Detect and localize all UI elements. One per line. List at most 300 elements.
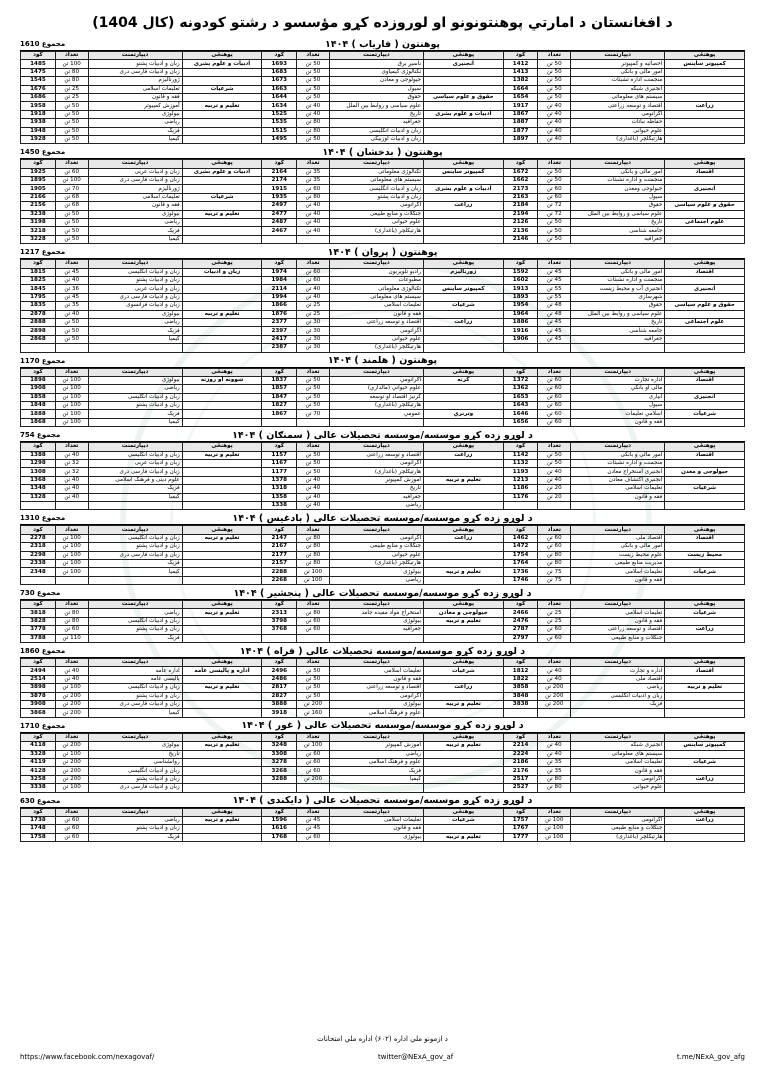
code-cell: 1362 xyxy=(503,385,538,393)
count-cell: 200 تن xyxy=(55,742,88,750)
section-table xyxy=(20,259,745,352)
code-cell: 1918 xyxy=(21,110,56,118)
faculty-cell xyxy=(424,626,504,634)
section-title: پوهنتون ( هلمند ) ۱۴۰۴ xyxy=(327,355,438,366)
department-cell: استخراج مواد مفیده جامد xyxy=(329,609,423,617)
table-row xyxy=(21,634,745,642)
code-cell: 2487 xyxy=(262,219,297,227)
faculty-cell xyxy=(665,543,745,551)
header-count: تعداد xyxy=(538,52,571,60)
department-cell: فقه و قانون xyxy=(88,93,182,101)
faculty-cell xyxy=(182,568,262,576)
faculty-cell xyxy=(424,468,504,476)
count-cell: 40 تن xyxy=(538,110,571,118)
count-cell: 50 تن xyxy=(297,460,330,468)
faculty-cell xyxy=(424,293,504,301)
header-department: دیپارتمنت xyxy=(88,52,182,60)
count-cell: 45 تن xyxy=(55,293,88,301)
department-cell: تاریخ xyxy=(329,485,423,493)
faculty-cell xyxy=(665,135,745,143)
table-row xyxy=(21,684,745,692)
code-cell: 1754 xyxy=(503,551,538,559)
code-cell: 2174 xyxy=(262,177,297,185)
code-cell: 3328 xyxy=(21,750,56,758)
table-row xyxy=(21,376,745,384)
faculty-cell xyxy=(665,227,745,235)
faculty-cell: محیط زیست xyxy=(665,551,745,559)
code-cell: 1368 xyxy=(21,476,56,484)
code-cell: 1693 xyxy=(262,60,297,68)
faculty-cell xyxy=(665,709,745,717)
header-faculty: پوهنځی xyxy=(665,443,745,451)
count-cell: 40 تن xyxy=(297,210,330,218)
count-cell: 40 تن xyxy=(297,501,330,509)
faculty-cell xyxy=(665,692,745,700)
faculty-cell: علوم اجتماعی xyxy=(665,318,745,326)
count-cell: 40 تن xyxy=(55,675,88,683)
header-faculty: پوهنځی xyxy=(424,526,504,534)
code-cell: 1177 xyxy=(262,468,297,476)
faculty-cell: حقوق و علوم سیاسی xyxy=(424,93,504,101)
department-cell: تعلیمات اسلامی xyxy=(571,485,665,493)
department-cell: ریاضی xyxy=(88,219,182,227)
code-cell: 2868 xyxy=(21,335,56,343)
section-title: د لوړو زده کړو موسسه/موسسه تحصیلات عالی ( غور ) ۱۴۰۴ xyxy=(241,720,524,732)
department-cell: آموزش کمپیوتر xyxy=(329,476,423,484)
code-cell: 1764 xyxy=(503,559,538,567)
faculty-cell: اقتصاد xyxy=(665,451,745,459)
header-code: کود xyxy=(503,733,538,741)
header-count: تعداد xyxy=(55,733,88,741)
code-cell xyxy=(262,235,297,243)
code-cell: 2417 xyxy=(262,335,297,343)
faculty-cell xyxy=(182,219,262,227)
department-cell: فزیک xyxy=(88,410,182,418)
code-cell: 3218 xyxy=(21,227,56,235)
university-section xyxy=(20,429,745,510)
count-cell: 200 تن xyxy=(297,775,330,783)
section-table xyxy=(20,159,745,244)
department-cell: شهرسازی xyxy=(571,293,665,301)
table-header-row xyxy=(21,733,745,741)
table-row xyxy=(21,825,745,833)
section-header xyxy=(20,720,745,733)
department-cell: تاریخ xyxy=(88,750,182,758)
header-faculty: پوهنځی xyxy=(182,368,262,376)
department-cell: هارتیکلچر (باغداری) xyxy=(571,833,665,841)
count-cell: 48 تن xyxy=(538,310,571,318)
department-cell: زبان و ادبیات پشتو xyxy=(329,193,423,201)
header-department: دیپارتمنت xyxy=(329,260,423,268)
count-cell: 72 تن xyxy=(538,210,571,218)
count-cell: 40 تن xyxy=(538,476,571,484)
code-cell: 1876 xyxy=(262,310,297,318)
faculty-cell xyxy=(182,551,262,559)
header-faculty: پوهنځی xyxy=(424,368,504,376)
header-faculty: پوهنځی xyxy=(182,260,262,268)
count-cell: 40 تن xyxy=(297,110,330,118)
faculty-cell xyxy=(424,825,504,833)
section-header xyxy=(20,146,745,159)
faculty-cell xyxy=(665,110,745,118)
code-cell xyxy=(21,576,56,584)
header-count: تعداد xyxy=(297,160,330,168)
header-count: تعداد xyxy=(538,526,571,534)
code-cell: 3198 xyxy=(21,219,56,227)
header-faculty: پوهنځی xyxy=(665,160,745,168)
code-cell: 1413 xyxy=(503,68,538,76)
header-code: کود xyxy=(262,601,297,609)
table-row xyxy=(21,468,745,476)
department-cell: جغرافیه xyxy=(571,335,665,343)
code-cell: 1913 xyxy=(503,285,538,293)
department-cell: فزیک xyxy=(88,227,182,235)
department-cell: تعلیمات اسلامی xyxy=(571,568,665,576)
count-cell: 30 تن xyxy=(297,335,330,343)
department-cell: ریاضی xyxy=(88,385,182,393)
faculty-cell xyxy=(424,493,504,501)
count-cell: 25 تن xyxy=(538,609,571,617)
header-count: تعداد xyxy=(297,733,330,741)
faculty-cell xyxy=(182,617,262,625)
table-row xyxy=(21,559,745,567)
faculty-cell xyxy=(182,127,262,135)
count-cell: 50 تن xyxy=(55,110,88,118)
faculty-cell: تعلیم و تربیه xyxy=(424,701,504,709)
header-code: کود xyxy=(21,526,56,534)
table-row xyxy=(21,543,745,551)
faculty-cell xyxy=(182,833,262,841)
department-cell: فقه و قانون xyxy=(571,493,665,501)
header-code: کود xyxy=(503,659,538,667)
code-cell: 2166 xyxy=(21,193,56,201)
header-department: دیپارتمنت xyxy=(88,443,182,451)
department-cell: اقتصاد و توسعه زراعتی xyxy=(329,684,423,692)
faculty-cell xyxy=(424,135,504,143)
department-cell: فقه و قانون xyxy=(329,675,423,683)
department-cell: زبان و ادبیات پشتو xyxy=(88,60,182,68)
count-cell: 60 تن xyxy=(538,185,571,193)
faculty-cell xyxy=(424,501,504,509)
table-row xyxy=(21,185,745,193)
department-cell: فقه و قانون xyxy=(329,310,423,318)
count-cell: 80 تن xyxy=(297,543,330,551)
header-code: کود xyxy=(262,526,297,534)
faculty-cell xyxy=(665,235,745,243)
department-cell: تعلیمات اسلامی xyxy=(329,667,423,675)
count-cell: 60 تن xyxy=(538,385,571,393)
code-cell: 1683 xyxy=(262,68,297,76)
faculty-cell xyxy=(424,576,504,584)
count-cell xyxy=(55,344,88,352)
department-cell: اداره و تجارت xyxy=(571,667,665,675)
code-cell: 1663 xyxy=(262,85,297,93)
twitter-link[interactable]: twitter@NExA_gov_af xyxy=(377,1053,454,1061)
header-faculty: پوهنځی xyxy=(665,808,745,816)
count-cell: 60 تن xyxy=(297,276,330,284)
faculty-cell xyxy=(182,758,262,766)
department-cell: اسلامي تعلیمات xyxy=(571,410,665,418)
count-cell: 50 تن xyxy=(55,119,88,127)
faculty-cell xyxy=(182,701,262,709)
count-cell: 40 تن xyxy=(538,675,571,683)
count-cell: 80 تن xyxy=(297,559,330,567)
code-cell: 1485 xyxy=(21,60,56,68)
count-cell: 80 تن xyxy=(538,551,571,559)
code-cell: 1348 xyxy=(21,485,56,493)
section-table xyxy=(20,442,745,510)
department-cell: علوم محیط زیست xyxy=(571,551,665,559)
count-cell: 50 تن xyxy=(55,235,88,243)
section-header xyxy=(20,587,745,600)
code-cell: 1888 xyxy=(21,410,56,418)
count-cell: 100 تن xyxy=(297,568,330,576)
code-cell: 2214 xyxy=(503,742,538,750)
header-code: کود xyxy=(262,160,297,168)
faculty-cell: تعلیم و تربیه xyxy=(424,833,504,841)
department-cell: سیول xyxy=(329,85,423,93)
faculty-cell xyxy=(665,193,745,201)
code-cell: 3248 xyxy=(262,742,297,750)
department-cell: زبان و ادبیات انگلیسی xyxy=(88,767,182,775)
count-cell: 40 تن xyxy=(55,310,88,318)
faculty-cell xyxy=(665,276,745,284)
code-cell: 1515 xyxy=(262,127,297,135)
faculty-cell: انجنیری xyxy=(665,393,745,401)
count-cell: 50 تن xyxy=(55,127,88,135)
table-row xyxy=(21,219,745,227)
header-code: کود xyxy=(503,260,538,268)
code-cell: 2146 xyxy=(503,235,538,243)
count-cell: 60 تن xyxy=(538,534,571,542)
faculty-cell xyxy=(182,543,262,551)
faculty-cell: زراعت xyxy=(665,816,745,824)
count-cell: 55 تن xyxy=(538,293,571,301)
code-cell: 1746 xyxy=(503,576,538,584)
header-department: دیپارتمنت xyxy=(571,659,665,667)
department-cell: کیمیا xyxy=(88,709,182,717)
faculty-cell xyxy=(665,77,745,85)
faculty-cell: کمپیوتر ساینس xyxy=(665,742,745,750)
faculty-cell: تعلیم و تربیه xyxy=(182,816,262,824)
section-header xyxy=(20,246,745,259)
table-row xyxy=(21,784,745,792)
table-row xyxy=(21,742,745,750)
faculty-cell xyxy=(182,119,262,127)
code-cell: 4118 xyxy=(21,742,56,750)
department-cell: منجمنت و اداره تشبثات xyxy=(571,177,665,185)
header-code: کود xyxy=(262,52,297,60)
count-cell: 40 تن xyxy=(297,102,330,110)
header-faculty: پوهنځی xyxy=(182,443,262,451)
header-faculty: پوهنځی xyxy=(424,260,504,268)
code-cell: 2186 xyxy=(503,758,538,766)
faculty-cell: تعلیم و تربیه xyxy=(182,210,262,218)
faculty-cell xyxy=(424,784,504,792)
count-cell: 80 تن xyxy=(538,559,571,567)
header-count: تعداد xyxy=(538,659,571,667)
department-cell: زبان و ادبیات پشتو xyxy=(88,692,182,700)
count-cell: 68 تن xyxy=(55,202,88,210)
department-cell: فقه و قانون xyxy=(88,202,182,210)
count-cell xyxy=(297,784,330,792)
faculty-cell: ادبیات و علوم بشری xyxy=(424,185,504,193)
faculty-cell xyxy=(182,93,262,101)
faculty-cell xyxy=(182,468,262,476)
count-cell: 80 تن xyxy=(55,617,88,625)
university-section xyxy=(20,355,745,428)
header-department: دیپارتمنت xyxy=(88,260,182,268)
facebook-link[interactable]: https://www.facebook.com/nexagovaf/ xyxy=(20,1053,155,1061)
department-cell: بیولوژی xyxy=(329,617,423,625)
faculty-cell: حقوق و علوم سیاسی xyxy=(665,302,745,310)
count-cell: 50 تن xyxy=(538,77,571,85)
code-cell: 2477 xyxy=(262,210,297,218)
sections-container xyxy=(20,38,745,842)
code-cell: 2338 xyxy=(21,559,56,567)
count-cell: 60 تن xyxy=(538,634,571,642)
faculty-cell xyxy=(182,302,262,310)
count-cell: 50 تن xyxy=(538,93,571,101)
table-row xyxy=(21,750,745,758)
header-count: تعداد xyxy=(297,526,330,534)
table-row xyxy=(21,493,745,501)
header-faculty: پوهنځی xyxy=(665,659,745,667)
department-cell: انجنیری اکتشاف معادن xyxy=(571,476,665,484)
department-cell: منجمنت اداره تشبثات xyxy=(571,77,665,85)
count-cell: 30 تن xyxy=(297,344,330,352)
header-department: دیپارتمنت xyxy=(88,368,182,376)
section-header xyxy=(20,512,745,525)
header-faculty: پوهنځی xyxy=(182,526,262,534)
department-cell: بیولوژی xyxy=(88,210,182,218)
telegram-link[interactable]: t.me/NExA_gov_afg xyxy=(676,1053,745,1061)
count-cell: 80 تن xyxy=(297,609,330,617)
department-cell: جغرافیه xyxy=(329,626,423,634)
table-row xyxy=(21,576,745,584)
department-cell: زبان و ادبیات انگلیسی xyxy=(88,451,182,459)
code-cell: 2486 xyxy=(262,675,297,683)
table-row xyxy=(21,335,745,343)
count-cell: 30 تن xyxy=(297,327,330,335)
code-cell: 1848 xyxy=(21,402,56,410)
code-cell: 1886 xyxy=(503,318,538,326)
header-department: دیپارتمنت xyxy=(88,659,182,667)
department-cell: علوم و فرهنگ اسلامی xyxy=(329,758,423,766)
header-department: دیپارتمنت xyxy=(88,808,182,816)
header-code: کود xyxy=(262,260,297,268)
faculty-cell: زراعت xyxy=(424,534,504,542)
table-row xyxy=(21,410,745,418)
department-cell: فقه و قانون xyxy=(571,418,665,426)
header-count: تعداد xyxy=(538,733,571,741)
faculty-cell: شرعیات xyxy=(665,485,745,493)
faculty-cell: تعلیم و تربیه xyxy=(182,310,262,318)
faculty-cell xyxy=(665,634,745,642)
code-cell: 2496 xyxy=(262,667,297,675)
code-cell: 1758 xyxy=(21,833,56,841)
header-count: تعداد xyxy=(55,368,88,376)
department-cell: زبان و ادبیات فارسی دری xyxy=(88,784,182,792)
count-cell: 35 تن xyxy=(297,168,330,176)
section-title: پوهنتون ( بدخشان ) ۱۴۰۴ xyxy=(322,146,443,158)
table-row xyxy=(21,701,745,709)
count-cell: 40 تن xyxy=(538,135,571,143)
faculty-cell: حقوق و علوم سیاسی xyxy=(665,202,745,210)
code-cell: 2466 xyxy=(503,609,538,617)
department-cell: اقتصاد ملی xyxy=(571,534,665,542)
department-cell: احصائیه و کمپیوتر xyxy=(571,60,665,68)
faculty-cell xyxy=(182,493,262,501)
code-cell: 2278 xyxy=(21,534,56,542)
department-cell: زبان و ادبیات فارسی دری xyxy=(88,68,182,76)
department-cell: هارتیکلچر (باغداری) xyxy=(571,135,665,143)
section-title: د لوړو زده کړو موسسه/موسسه تحصیلات عالی ( پنجشیر ) ۱۴۰۴ xyxy=(233,587,532,599)
code-cell: 2164 xyxy=(262,168,297,176)
count-cell: 25 تن xyxy=(538,617,571,625)
code-cell: 1176 xyxy=(503,493,538,501)
university-section xyxy=(20,795,745,843)
header-faculty: پوهنځی xyxy=(665,733,745,741)
count-cell: 35 تن xyxy=(538,758,571,766)
count-cell: 50 تن xyxy=(297,402,330,410)
count-cell: 25 تن xyxy=(297,310,330,318)
header-department: دیپارتمنت xyxy=(329,733,423,741)
count-cell: 60 تن xyxy=(55,168,88,176)
count-cell: 70 تن xyxy=(55,185,88,193)
faculty-cell xyxy=(665,418,745,426)
department-cell: علوم و فرهنگ اسلامی xyxy=(329,709,423,717)
faculty-cell xyxy=(665,385,745,393)
university-section xyxy=(20,512,745,585)
department-cell: سیستم های معلوماتی xyxy=(329,293,423,301)
count-cell: 110 تن xyxy=(55,634,88,642)
code-cell: 1298 xyxy=(21,460,56,468)
count-cell: 40 تن xyxy=(55,451,88,459)
department-cell: فزیک xyxy=(329,767,423,775)
department-cell: امور مالی و بانکی xyxy=(571,168,665,176)
code-cell: 2224 xyxy=(503,750,538,758)
section-total: مجموع 630 xyxy=(20,796,61,805)
header-faculty: پوهنځی xyxy=(424,160,504,168)
faculty-cell xyxy=(665,210,745,218)
table-row xyxy=(21,235,745,243)
faculty-cell: تعلیم و تربیه xyxy=(182,534,262,542)
code-cell: 2176 xyxy=(503,767,538,775)
header-department: دیپارتمنت xyxy=(571,601,665,609)
code-cell: 3768 xyxy=(262,626,297,634)
count-cell: 45 تن xyxy=(538,268,571,276)
count-cell xyxy=(297,235,330,243)
count-cell: 50 تن xyxy=(297,667,330,675)
count-cell: 45 تن xyxy=(55,268,88,276)
faculty-cell xyxy=(424,119,504,127)
count-cell: 50 تن xyxy=(297,684,330,692)
department-cell: هارتیکلچر (باغداری) xyxy=(329,344,423,352)
page xyxy=(20,10,745,842)
department-cell: کیمیا xyxy=(88,235,182,243)
code-cell: 1596 xyxy=(262,816,297,824)
faculty-cell: اقتصاد xyxy=(665,534,745,542)
faculty-cell xyxy=(182,692,262,700)
footer xyxy=(20,1035,745,1061)
department-cell: زبان و ادبیات انگلیسی xyxy=(571,692,665,700)
section-header xyxy=(20,355,745,368)
faculty-cell: علوم اجتماعی xyxy=(665,219,745,227)
header-faculty: پوهنځی xyxy=(182,52,262,60)
faculty-cell: شرعیات xyxy=(665,758,745,766)
department-cell: اقتصاد و توسعه زراعتی xyxy=(571,102,665,110)
